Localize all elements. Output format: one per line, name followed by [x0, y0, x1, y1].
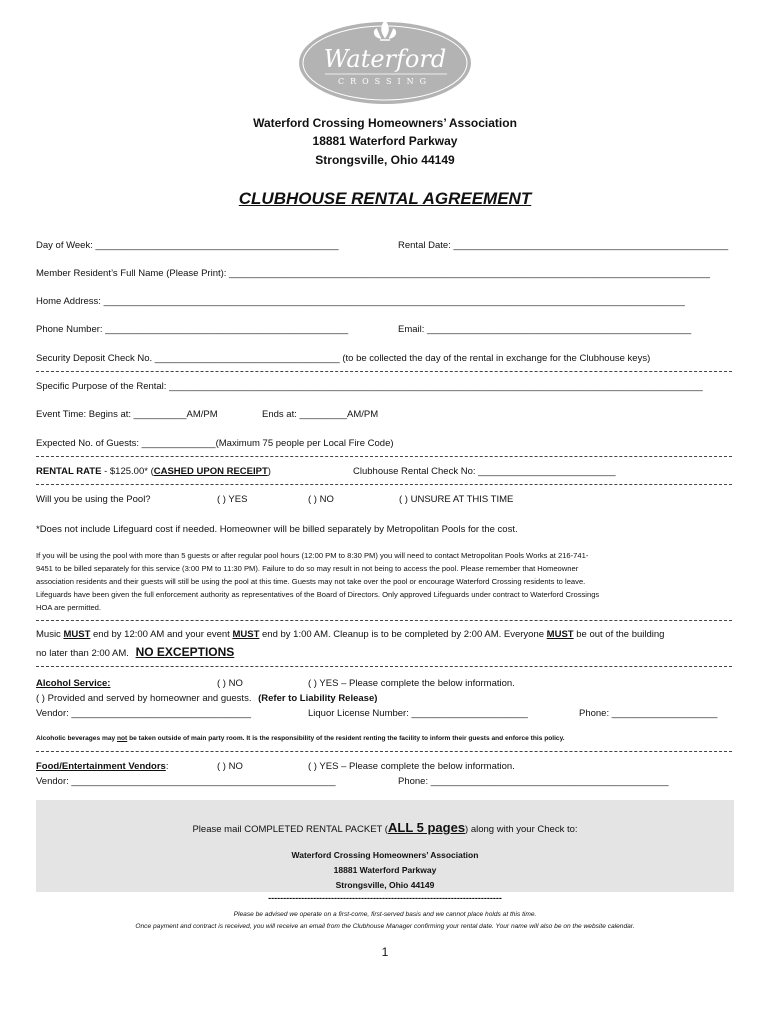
- mail-instructions: [0, 820, 770, 835]
- alcohol-notice: [36, 735, 565, 742]
- alcohol-label: Alcohol Service:: [36, 678, 111, 689]
- footer-note: Please be advised we operate on a first-come, first-served basis and we cannot place holds at this time.: [233, 911, 537, 918]
- alcohol-vendor-field[interactable]: Vendor: __________________________________: [36, 708, 252, 719]
- org-name: Waterford Crossing Homeowners’ Association: [253, 116, 517, 130]
- alcohol-notice-text: Alcoholic beverages may: [36, 735, 117, 742]
- specific-purpose-field[interactable]: Specific Purpose of the Rental: _____________________________________________________________________________________________________: [36, 381, 703, 392]
- mail-city: Strongsville, Ohio 44149: [335, 880, 435, 890]
- divider: [36, 666, 732, 667]
- cashed-upon-receipt: CASHED UPON RECEIPT: [153, 466, 268, 477]
- music-text: be out of the building: [573, 629, 665, 640]
- food-colon: :: [165, 761, 169, 772]
- logo-wordmark: Waterford: [323, 45, 447, 73]
- food-label: Food/Entertainment Vendors: [36, 761, 166, 772]
- food-phone-field[interactable]: Phone: _____________________________________________: [398, 776, 669, 787]
- no-exceptions: NO EXCEPTIONS: [135, 645, 235, 659]
- divider: [36, 371, 732, 372]
- pool-no-checkbox[interactable]: ( ) NO: [308, 494, 334, 505]
- must-emphasis: MUST: [63, 629, 91, 640]
- mail-org: Waterford Crossing Homeowners’ Association: [291, 850, 479, 860]
- logo-subtitle: CROSSING: [337, 77, 433, 86]
- music-text: end by 1:00 AM. Cleanup is to be completed by 2:00 AM. Everyone: [259, 629, 547, 640]
- mail-text: Please mail COMPLETED RENTAL PACKET (: [192, 824, 388, 835]
- must-emphasis: MUST: [232, 629, 260, 640]
- all-5-pages: ALL 5 pages: [387, 820, 466, 835]
- org-street: 18881 Waterford Parkway: [312, 134, 458, 148]
- food-no-checkbox[interactable]: ( ) NO: [217, 761, 243, 772]
- alcohol-provided-label: ( ) Provided and served by homeowner and guests.: [36, 693, 252, 704]
- pool-policy-line: If you will be using the pool with more than 5 guests or after regular pool hours (12:00 PM to 8:30 PM) you will need to contact Metropolitan Pools Works at 216-741-: [36, 551, 589, 560]
- waterford-crossing-logo: [297, 17, 473, 105]
- rental-rate-amount: - $125.00* (: [101, 466, 154, 477]
- pool-policy-line: association residents and their guests will still be using the pool at this time. Guests may not take over the pool or encourage Waterford Crossing residents to leave.: [36, 577, 586, 586]
- music-text: end by 12:00 AM and your event: [90, 629, 233, 640]
- rental-rate: [36, 466, 271, 477]
- pool-question: Will you be using the Pool?: [36, 494, 151, 505]
- day-of-week-field[interactable]: Day of Week: ______________________________________________: [36, 240, 339, 251]
- pool-policy-line: Lifeguards have been given the full enforcement authority as representatives of the Board of Directors. Only approved Lifeguards under contract to Waterford Crossings: [36, 590, 600, 599]
- music-rule: [36, 629, 664, 640]
- mail-instructions-box: [36, 800, 734, 892]
- divider: [36, 751, 732, 752]
- food-vendor-field[interactable]: Vendor: __________________________________________________: [36, 776, 336, 787]
- pool-policy-line: 9451 to be billed separately for this service (3:00 PM to 11:30 PM). Failure to do so may result in not being to access the pool. Please remember that Homeowner: [36, 564, 579, 573]
- food-yes-checkbox[interactable]: ( ) YES – Please complete the below information.: [308, 761, 515, 772]
- alcohol-phone-field[interactable]: Phone: ____________________: [579, 708, 718, 719]
- org-city: Strongsville, Ohio 44149: [315, 153, 455, 167]
- food-label-wrap: [36, 761, 169, 772]
- music-rule-line2: [36, 645, 234, 659]
- pool-policy-line: HOA are permitted.: [36, 603, 101, 612]
- liability-release-ref: (Refer to Liability Release): [258, 693, 378, 704]
- rental-rate-label: RENTAL RATE: [36, 466, 102, 477]
- expected-guests-field[interactable]: Expected No. of Guests: ______________(Maximum 75 people per Local Fire Code): [36, 438, 394, 449]
- rental-date-field[interactable]: Rental Date: ____________________________________________________: [398, 240, 729, 251]
- divider: [36, 484, 732, 485]
- event-begin-field[interactable]: Event Time: Begins at: __________AM/PM: [36, 409, 218, 420]
- not-emphasis: not: [117, 735, 128, 742]
- event-end-field[interactable]: Ends at: _________AM/PM: [262, 409, 379, 420]
- phone-field[interactable]: Phone Number: ______________________________________________: [36, 324, 349, 335]
- liquor-license-field[interactable]: Liquor License Number: ______________________: [308, 708, 528, 719]
- divider: [36, 620, 732, 621]
- alcohol-yes-checkbox[interactable]: ( ) YES – Please complete the below information.: [308, 678, 515, 689]
- email-field[interactable]: Email: __________________________________________________: [398, 324, 692, 335]
- member-name-field[interactable]: Member Resident’s Full Name (Please Print): ___________________________________________________________________________________________: [36, 268, 710, 279]
- home-address-field[interactable]: Home Address: ______________________________________________________________________________________________________________: [36, 296, 685, 307]
- mail-text: ) along with your Check to:: [465, 824, 578, 835]
- security-deposit-field[interactable]: Security Deposit Check No. ___________________________________ (to be collected the day of the rental in exchange for the Clubhouse keys): [36, 353, 651, 364]
- clubhouse-check-field[interactable]: Clubhouse Rental Check No: __________________________: [353, 466, 616, 477]
- mail-street: 18881 Waterford Parkway: [333, 865, 437, 875]
- pool-yes-checkbox[interactable]: ( ) YES: [217, 494, 248, 505]
- page-title: CLUBHOUSE RENTAL AGREEMENT: [238, 189, 532, 208]
- lifeguard-note: *Does not include Lifeguard cost if needed. Homeowner will be billed separately by Metropolitan Pools for the cost.: [36, 524, 518, 535]
- music-text: Music: [36, 629, 64, 640]
- music-text: no later than 2:00 AM.: [36, 648, 129, 659]
- pool-unsure-checkbox[interactable]: ( ) UNSURE AT THIS TIME: [399, 494, 514, 505]
- must-emphasis: MUST: [546, 629, 574, 640]
- alcohol-no-checkbox[interactable]: ( ) NO: [217, 678, 243, 689]
- rental-rate-close: ): [267, 466, 271, 477]
- divider: [36, 456, 732, 457]
- separator: ------------------------------------------------------------------------------: [268, 893, 502, 903]
- alcohol-notice-text: be taken outside of main party room. It is the responsibility of the resident renting the facility to inform their guests and enforce this policy.: [127, 735, 565, 742]
- page-number: 1: [381, 945, 389, 959]
- footer-note: Once payment and contract is received, you will receive an email from the Clubhouse Manager confirming your rental date. Your name will also be on the website calendar.: [135, 923, 635, 930]
- alcohol-provided-checkbox[interactable]: [36, 693, 377, 704]
